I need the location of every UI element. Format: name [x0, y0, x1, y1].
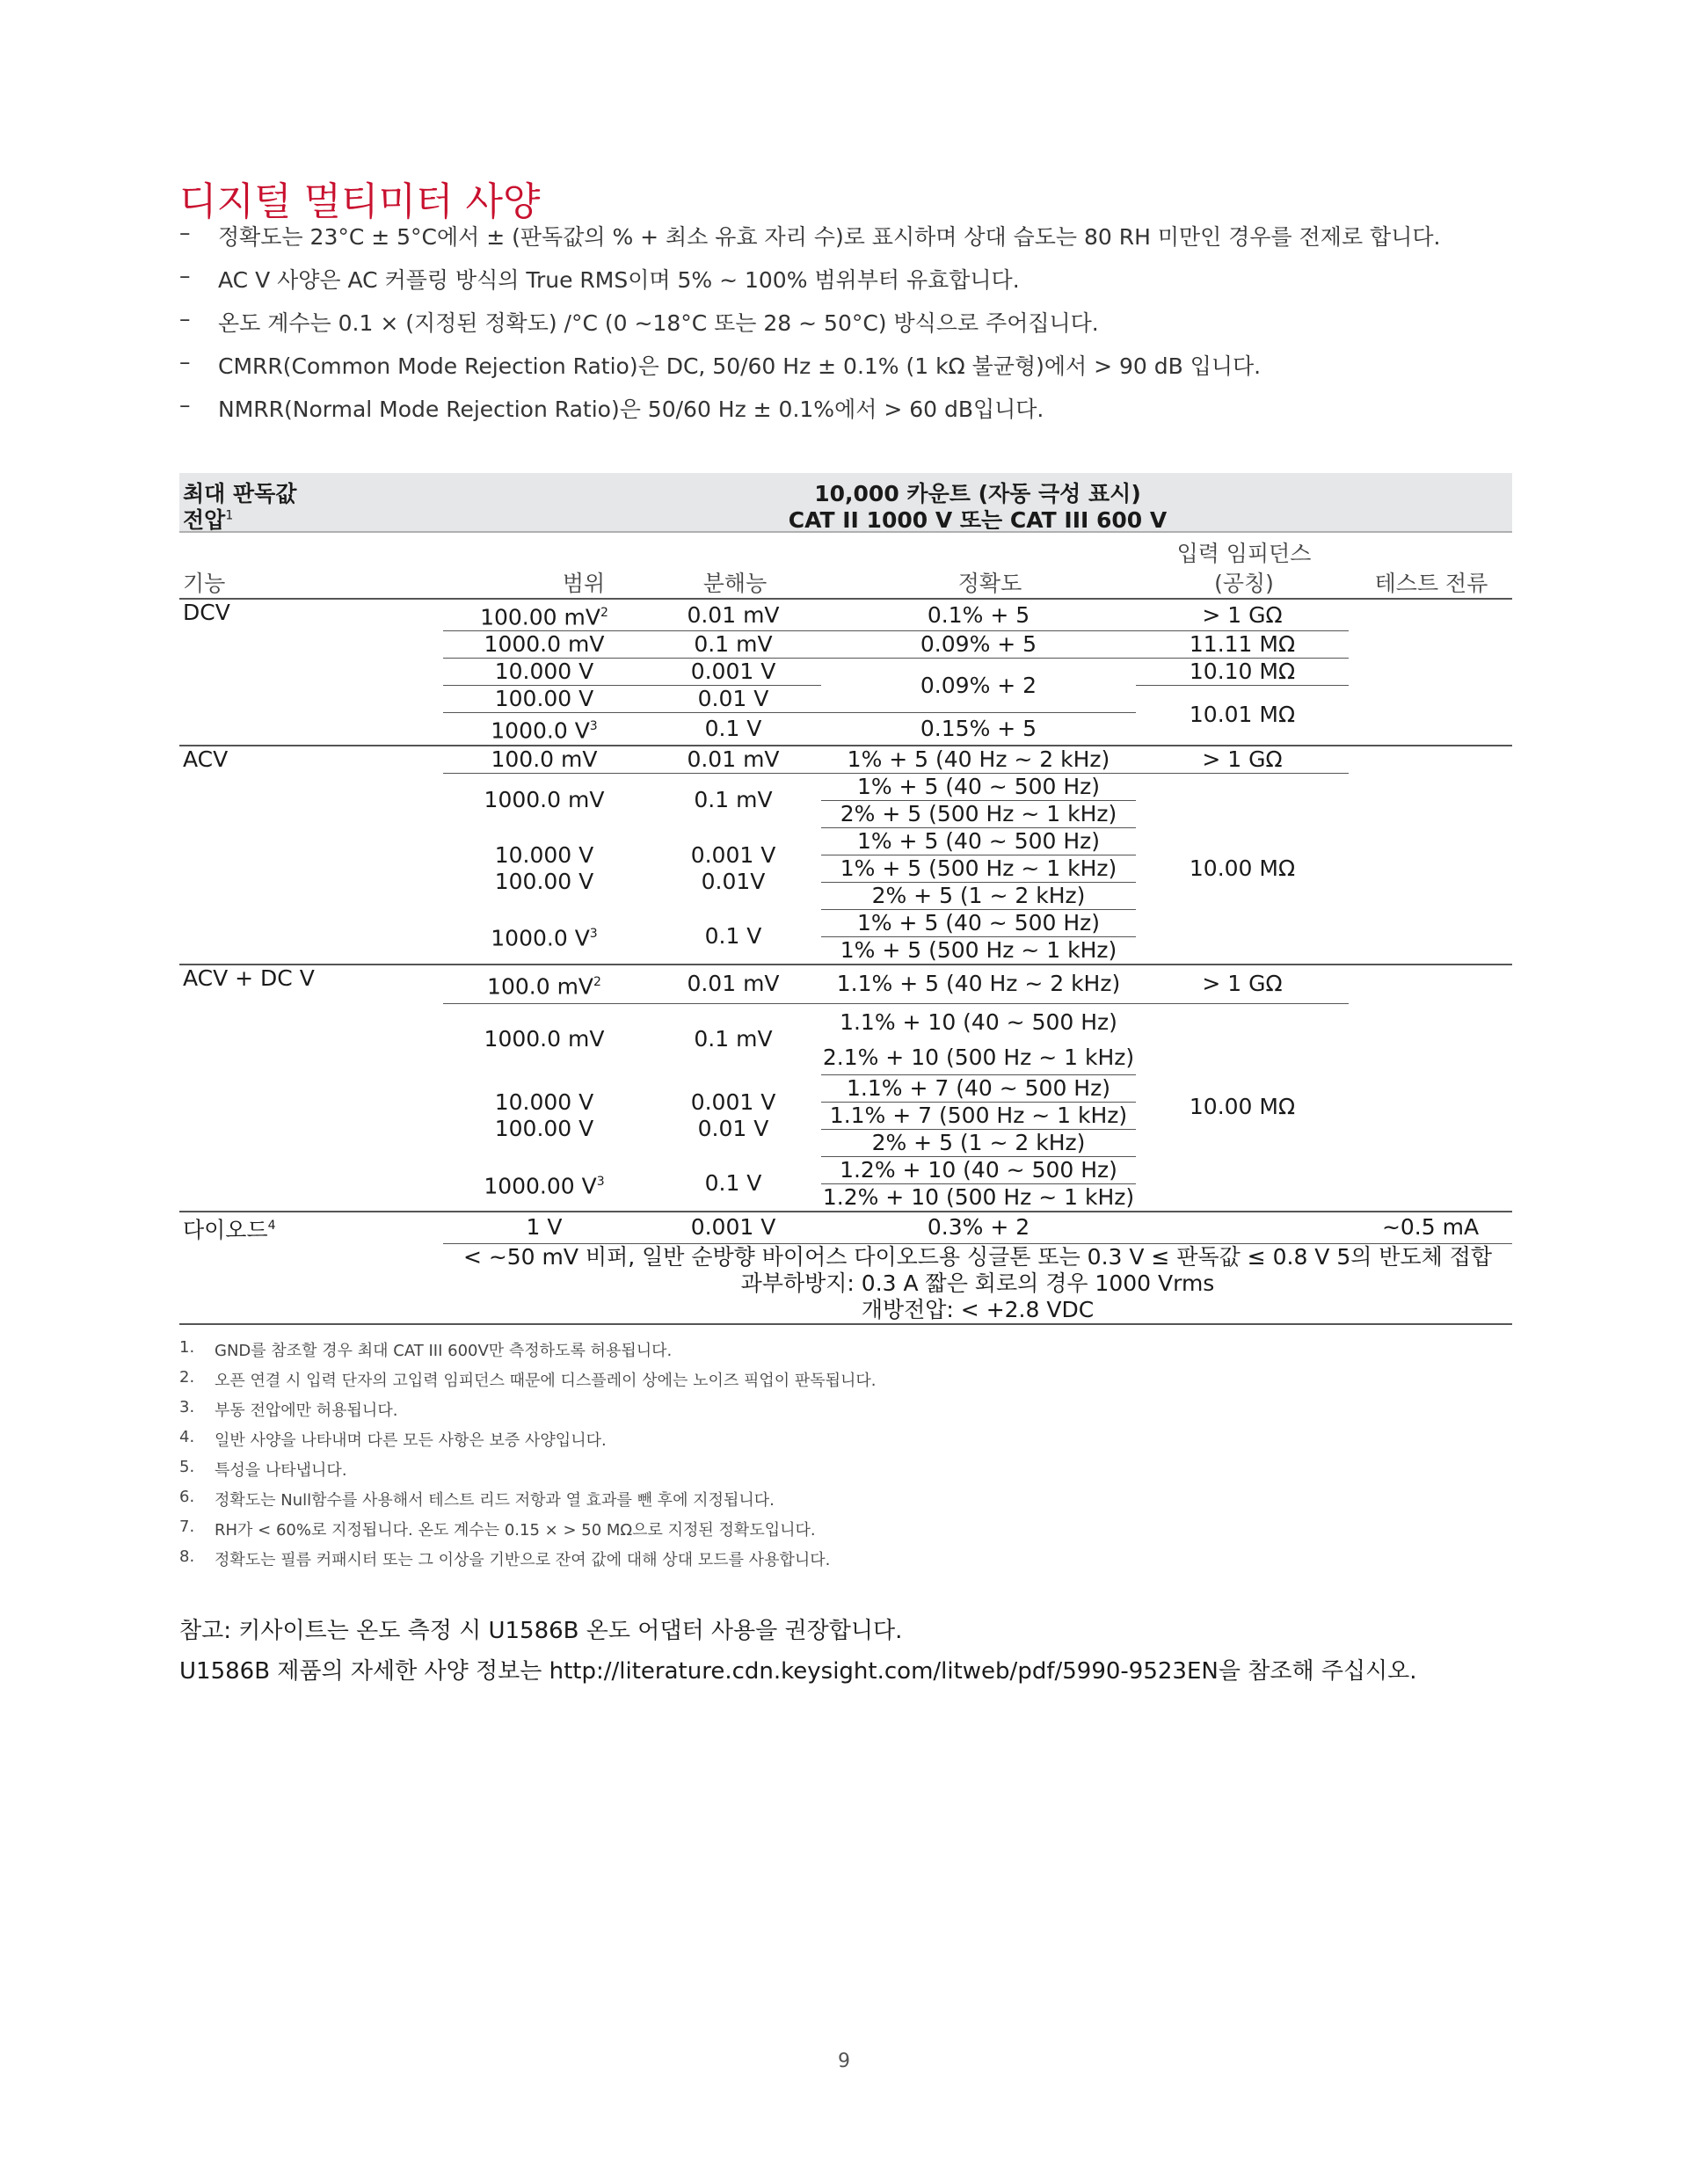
page-title: 디지털 멀티미터 사양	[179, 179, 541, 225]
col-function: 기능	[183, 571, 226, 596]
column-headers	[179, 531, 1512, 598]
spec-note: – 정확도는 23°C ± 5°C에서 ± (판독값의 % + 최소 유효 자리 수)로 표시하며 상대 습도는 80 RH 미만인 경우를 전제로 합니다.	[179, 220, 1441, 250]
footnote: 6. 정확도는 Null함수를 사용해서 테스트 리드 저항과 열 효과를 뺀 후에 지정됩니다.	[179, 1488, 775, 1510]
table-row	[179, 1243, 1512, 1324]
page-number: 9	[838, 2050, 850, 2072]
table-row: 1000.0 $V^3$ 0.1 V 1% + 5 (40 ~ 500 Hz)	[179, 909, 1512, 936]
footnote: 1. GND를 참조할 경우 최대 CAT III 600V만 측정하도록 허용됩니다.	[179, 1338, 673, 1360]
max-reading-label: 최대 판독값	[183, 481, 297, 506]
footnote: 4. 일반 사양을 나타내며 다른 모든 사항은 보증 사양입니다.	[179, 1428, 607, 1450]
spec-note: – AC V 사양은 AC 커플링 방식의 True RMS이며 5% ~ 100% 범위부터 유효합니다.	[179, 263, 1020, 293]
reference-note	[179, 1611, 1417, 1692]
table-row: ACV + DC V 100.0 $mV^2$ 0.01 mV 1.1% + 5 (40 Hz ~ 2 kHz) > 1 GΩ	[179, 965, 1512, 1004]
function-acdc: ACV + DC V	[183, 965, 315, 991]
function-dcv: DCV	[183, 600, 230, 625]
table-row: 1000.0 mV 0.1 mV 0.09% + 5 11.11 MΩ	[179, 631, 1512, 659]
spec-notes-list	[179, 220, 1516, 435]
table-row: 10.000 V 0.001 V 0.09% + 2 10.10 MΩ	[179, 659, 1512, 686]
table-row: 2% + 5 (1 ~ 2 kHz)	[179, 1129, 1512, 1156]
footnote: 8. 정확도는 필름 커패시터 또는 그 이상을 기반으로 잔여 값에 대해 상대 모드를 사용합니다.	[179, 1547, 831, 1569]
table-row: 1000.0 mV 0.1 mV 1% + 5 (40 ~ 500 Hz) 10.00 MΩ	[484, 773, 1296, 881]
col-resolution: 분해능	[702, 571, 768, 596]
table-row: 1000.00 $V^3$ 0.1 V 1.2% + 10 (40 ~ 500 Hz)	[179, 1156, 1512, 1183]
footnote: 5. 특성을 나타냅니다.	[179, 1458, 347, 1480]
table-row: 10.000 V 100.00 V 0.001 V 0.01 V 1.1% + 7 (40 ~ 500 Hz)	[179, 1074, 1512, 1102]
footnote: 2. 오픈 연결 시 입력 단자의 고입력 임피던스 때문에 디스플레이 상에는 노이즈 픽업이 판독됩니다.	[179, 1368, 877, 1390]
table-row: 다이오드$^4$ 1 V 0.001 V 0.3% + 2 ~0.5 mA	[179, 1212, 1512, 1243]
table-row: ACV 100.0 mV 0.01 mV 1% + 5 (40 Hz ~ 2 kHz) > 1 GΩ	[179, 746, 1512, 774]
table-row: 2.1% + 10 (500 Hz ~ 1 kHz)	[179, 1041, 1512, 1075]
function-acv: ACV	[183, 746, 229, 772]
table-row: 2% + 5 (1 ~ 2 kHz)	[179, 882, 1512, 909]
spec-note: – NMRR(Normal Mode Rejection Ratio)은 50/60 Hz ± 0.1%에서 > 60 dB입니다.	[179, 392, 1044, 422]
footnote: 3. 부동 전압에만 허용됩니다.	[179, 1398, 398, 1420]
diode-notes: < ~50 mV 비퍼, 일반 순방향 바이어스 다이오드용 싱글톤 또는 0.3 V ≤ 판독값 ≤ 0.8 V 5의 반도체 접합 과부하방지: 0.3 A 짧은 회로의 경우 1000 Vrms 개방전압: < +2.8 VDC	[462, 1243, 1493, 1322]
spec-table	[179, 473, 1512, 1325]
category-label: CAT II 1000 V 또는 CAT III 600 V	[788, 507, 1168, 533]
table-row: 1000.0 $V^3$ 0.1 V 0.15% + 5	[491, 715, 1037, 744]
table-row: DCV 100.00 $mV^2$ 0.01 mV 0.1% + 5 > 1 GΩ	[179, 599, 1512, 631]
table-row: 1.1% + 7 (500 Hz ~ 1 kHz)	[179, 1102, 1512, 1129]
col-impedance-2: (공칭)	[1214, 571, 1274, 596]
col-impedance-1: 입력 임피던스	[1176, 541, 1312, 566]
table-row: 1.2% + 10 (500 Hz ~ 1 kHz)	[822, 1183, 1135, 1210]
footnote: 7. RH가 < 60%로 지정됩니다. 온도 계수는 0.15 × > 50 MΩ으로 지정된 정확도입니다.	[179, 1518, 816, 1540]
table-row: 1000.0 mV 0.1 mV 1.1% + 10 (40 ~ 500 Hz) 10.00 MΩ	[484, 1008, 1296, 1120]
table-row: 2% + 5 (500 Hz ~ 1 kHz)	[179, 800, 1512, 827]
table-row: 1% + 5 (500 Hz ~ 1 kHz)	[179, 855, 1512, 882]
col-range: 범위	[562, 571, 606, 596]
reference-line-2: U1586B 제품의 자세한 사양 정보는 http://literature.cdn.keysight.com/litweb/pdf/5990-9523EN을 참조해 주십시오.	[179, 1658, 1417, 1685]
spec-note: – CMRR(Common Mode Rejection Ratio)은 DC, 50/60 Hz ± 0.1% (1 kΩ 불균형)에서 > 90 dB 입니다.	[179, 349, 1262, 379]
spec-note: – 온도 계수는 0.1 × (지정된 정확도) /°C (0 ~18°C 또는 28 ~ 50°C) 방식으로 주어집니다.	[179, 306, 1099, 336]
table-row: 1% + 5 (500 Hz ~ 1 kHz)	[840, 936, 1117, 963]
footnotes-list	[179, 1338, 877, 1577]
table-row: 100.00 V 0.01 V 10.01 MΩ	[179, 686, 1512, 713]
counts-label: 10,000 카운트 (자동 극성 표시)	[814, 481, 1141, 506]
spec-table-body	[179, 598, 1512, 1325]
voltage-label: 전압$^1$	[183, 507, 234, 533]
col-accuracy: 정확도	[957, 571, 1022, 596]
reference-line-1: 참고: 키사이트는 온도 측정 시 U1586B 온도 어댑터 사용을 권장합니다.	[179, 1618, 903, 1644]
table-header	[179, 473, 1512, 531]
table-row: 10.000 V 100.00 V 0.001 V 0.01V 1% + 5 (40 ~ 500 Hz)	[179, 827, 1512, 855]
col-test-current: 테스트 전류	[1374, 571, 1488, 596]
function-diode: 다이오드$^4$	[183, 1217, 276, 1243]
